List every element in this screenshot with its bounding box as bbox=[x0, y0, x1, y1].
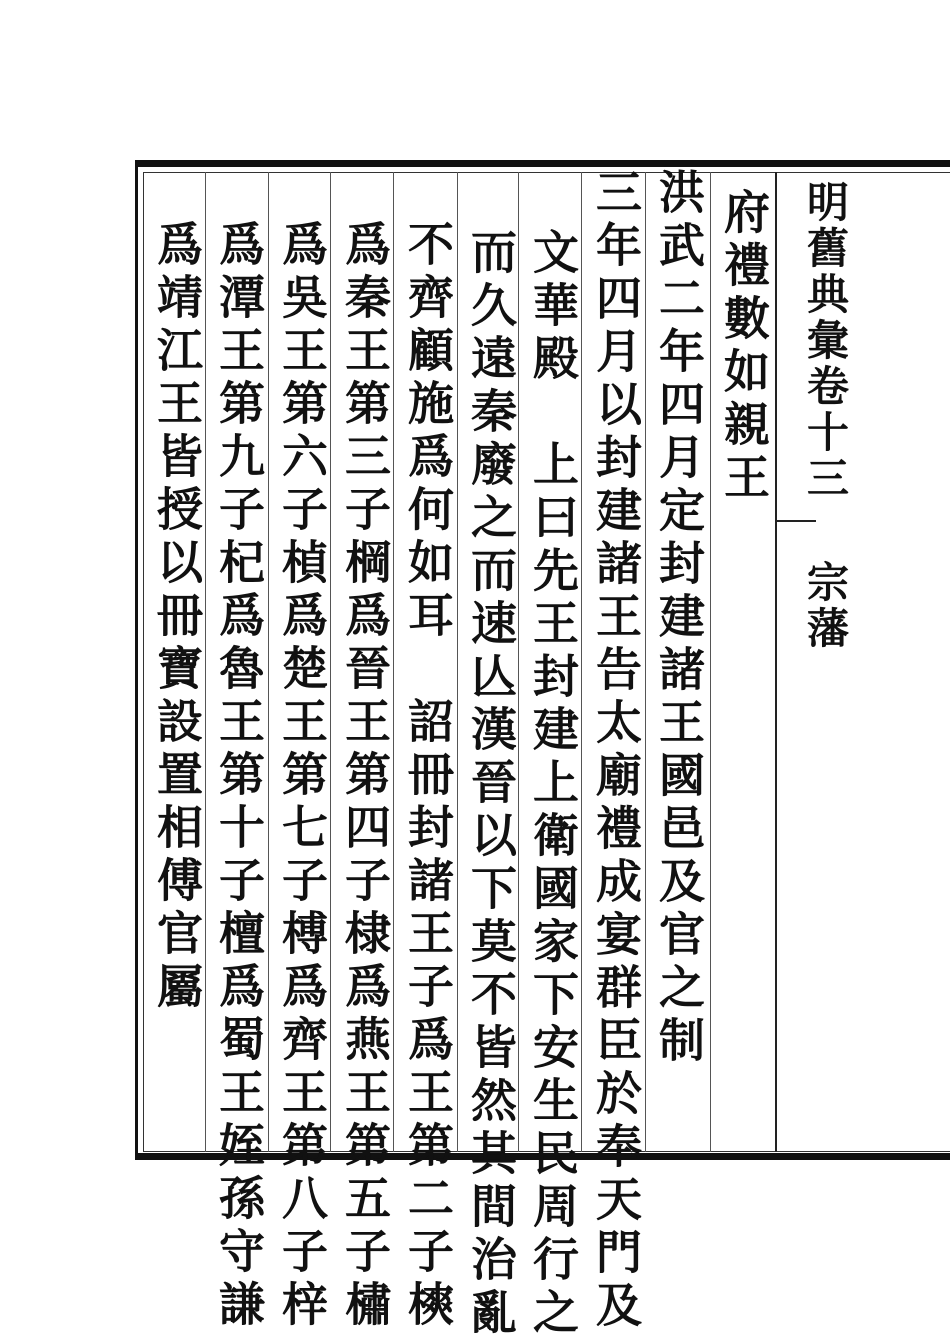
book-title: 明舊典彙卷十三 bbox=[801, 180, 850, 502]
text-column-10: 爲靖江王皆授以冊寶設置相傅官屬 bbox=[150, 220, 204, 1015]
text-column-6: 不齊顧施爲何如耳 詔冊封諸王子爲王第二子樉 bbox=[401, 220, 455, 1333]
column-rule bbox=[710, 172, 711, 1152]
column-rule bbox=[645, 172, 646, 1152]
text-column-4: 文華殿 上曰先王封建上衛國家下安生民周行之 bbox=[526, 228, 580, 1341]
margin-chapter bbox=[795, 560, 855, 800]
column-rule bbox=[205, 172, 206, 1152]
text-column-7: 爲秦王第三子棡爲晉王第四子棣爲燕王第五子橚 bbox=[338, 220, 392, 1333]
column-rule bbox=[330, 172, 331, 1152]
text-column-8: 爲吳王第六子楨爲楚王第七子榑爲齊王第八子梓 bbox=[275, 220, 329, 1333]
column-rule bbox=[581, 172, 582, 1152]
column-rule bbox=[457, 172, 458, 1152]
margin-rule bbox=[775, 172, 777, 1152]
text-column-9: 爲潭王第九子杞爲魯王第十子檀爲蜀王姪孫守謙 bbox=[212, 220, 266, 1333]
chapter-title: 宗藩 bbox=[801, 560, 850, 652]
text-column-2: 洪武二年四月定封建諸王國邑及官之制 bbox=[652, 168, 706, 1069]
text-column-1: 府禮數如親王 bbox=[717, 188, 771, 506]
column-rule bbox=[393, 172, 394, 1152]
text-column-5: 而久遠秦廢之而速亾漢晉以下莫不皆然其間治亂 bbox=[464, 228, 518, 1341]
text-column-3: 三年四月以封建諸王告太廟禮成宴群臣於奉天門及 bbox=[589, 168, 643, 1334]
column-rule bbox=[268, 172, 269, 1152]
